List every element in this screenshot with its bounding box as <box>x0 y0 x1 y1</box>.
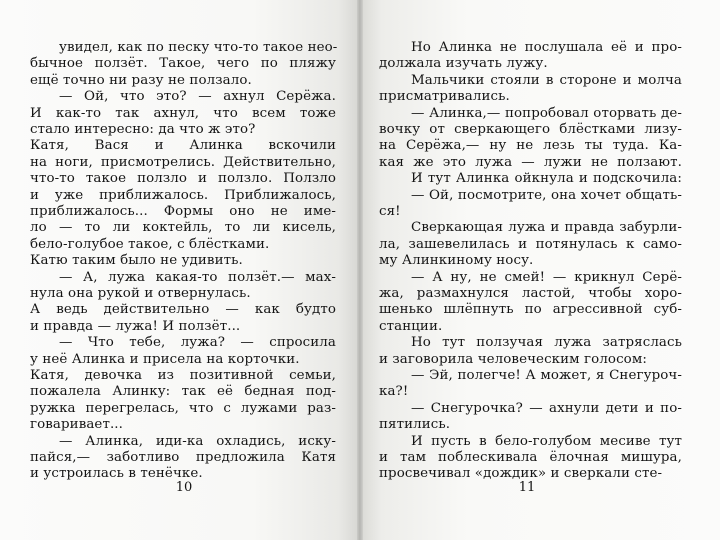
text-line: и устроилась в тенёчке. <box>30 466 203 482</box>
text-line: пайся,— заботливо предложила Катя <box>30 450 336 465</box>
text-line: просвечивал «дождик» и сверкали сте- <box>379 466 663 482</box>
text-line: — А ну, не смей! — крикнул Серё- <box>411 269 682 285</box>
text-line: стало интересно: да что ж это? <box>30 122 256 137</box>
text-line: что-то такое ползло и ползло. Ползло <box>30 171 336 187</box>
text-line: Но тут ползучая лужа затряслась <box>411 335 682 351</box>
text-line: и заговорила человеческим голосом: <box>379 351 647 367</box>
text-line: на ноги, присмотрелись. Действительно, <box>30 154 336 170</box>
text-line: нула она рукой и отвернулась. <box>30 286 251 301</box>
text-line: говаривает... <box>30 417 124 433</box>
text-line: и правда — лужа! И ползёт... <box>30 318 241 334</box>
text-line: — Алинка,— попробовал оторвать де- <box>411 105 682 121</box>
text-line: И как-то так ахнул, что всем тоже <box>30 105 336 121</box>
text-line: — Что тебе, лужа? — спросила <box>59 335 336 351</box>
text-line: Сверкающая лужа и правда забурли- <box>411 220 682 236</box>
text-line: станции. <box>379 318 443 334</box>
text-line: ружка перегрелась, что с лужами раз- <box>30 400 336 416</box>
text-line: — Ой, посмотрите, она хочет общать- <box>411 187 682 203</box>
text-line: приближалось... Формы оно не име- <box>30 204 336 219</box>
text-line: И тут Алинка ойкнула и подскочила: <box>411 171 682 187</box>
text-line: А ведь действительно — как будто <box>30 302 336 318</box>
text-line: пятились. <box>379 417 451 433</box>
text-line: Катю таким было не удивить. <box>30 253 243 269</box>
text-line: и уже приближалось. Приближалось, <box>30 187 336 203</box>
text-line: бычное ползёт. Такое, чего по пляжу <box>30 56 336 72</box>
text-line: му Алинкиному носу. <box>379 253 534 269</box>
text-line: пожалела Алинку: так её бедная под- <box>30 384 336 400</box>
text-line: и там поблескивала ёлочная мишура, <box>379 450 682 465</box>
text-line: — Снегурочка? — ахнули дети и по- <box>411 400 682 416</box>
text-line: Мальчики стояли в стороне и молча <box>411 72 682 88</box>
text-line: жа, размахнулся ластой, чтобы хоро- <box>379 286 682 301</box>
book-gutter <box>357 0 363 540</box>
text-line: ся! <box>379 204 401 219</box>
text-line: присматривались. <box>379 89 510 105</box>
text-line: — А, лужа какая-то ползёт.— мах- <box>59 269 336 285</box>
text-line: ло — то ли коктейль, то ли кисель, <box>30 220 336 236</box>
page-number: 10 <box>175 480 193 495</box>
text-line: И пусть в бело-голубом месиве тут <box>411 433 682 449</box>
page-number: 11 <box>518 480 536 495</box>
text-line: Катя, девочка из позитивной семьи, <box>30 368 336 383</box>
text-line: — Ой, что это? — ахнул Серёжа. <box>59 89 336 105</box>
text-line: Но Алинка не послушала её и про- <box>411 40 682 55</box>
text-line: ка?! <box>379 384 409 400</box>
text-line: на Серёжа,— ну не лезь ты туда. Ка- <box>379 138 682 154</box>
text-line: вочку от сверкающего блёстками лизу- <box>379 122 682 137</box>
right-page <box>360 0 720 540</box>
text-line: бело-голубое такое, с блёстками. <box>30 236 270 252</box>
text-line: увидел, как по песку что-то такое нео- <box>59 40 338 55</box>
text-line: ещё точно ни разу не ползало. <box>30 72 252 88</box>
text-line: кая же это лужа — лужи не ползают. <box>379 154 682 170</box>
text-line: у неё Алинка и присела на корточки. <box>30 351 300 367</box>
text-line: Катя, Вася и Алинка вскочили <box>30 138 336 154</box>
text-line: ла, зашевелилась и потянулась к само- <box>379 236 682 252</box>
text-line: — Алинка, иди-ка охладись, иску- <box>59 433 336 449</box>
text-line: шенько шлёпнуть по агрессивной суб- <box>379 302 682 318</box>
text-line: должала изучать лужу. <box>379 56 548 72</box>
text-line: — Эй, полегче! А может, я Снегуроч- <box>411 368 682 383</box>
